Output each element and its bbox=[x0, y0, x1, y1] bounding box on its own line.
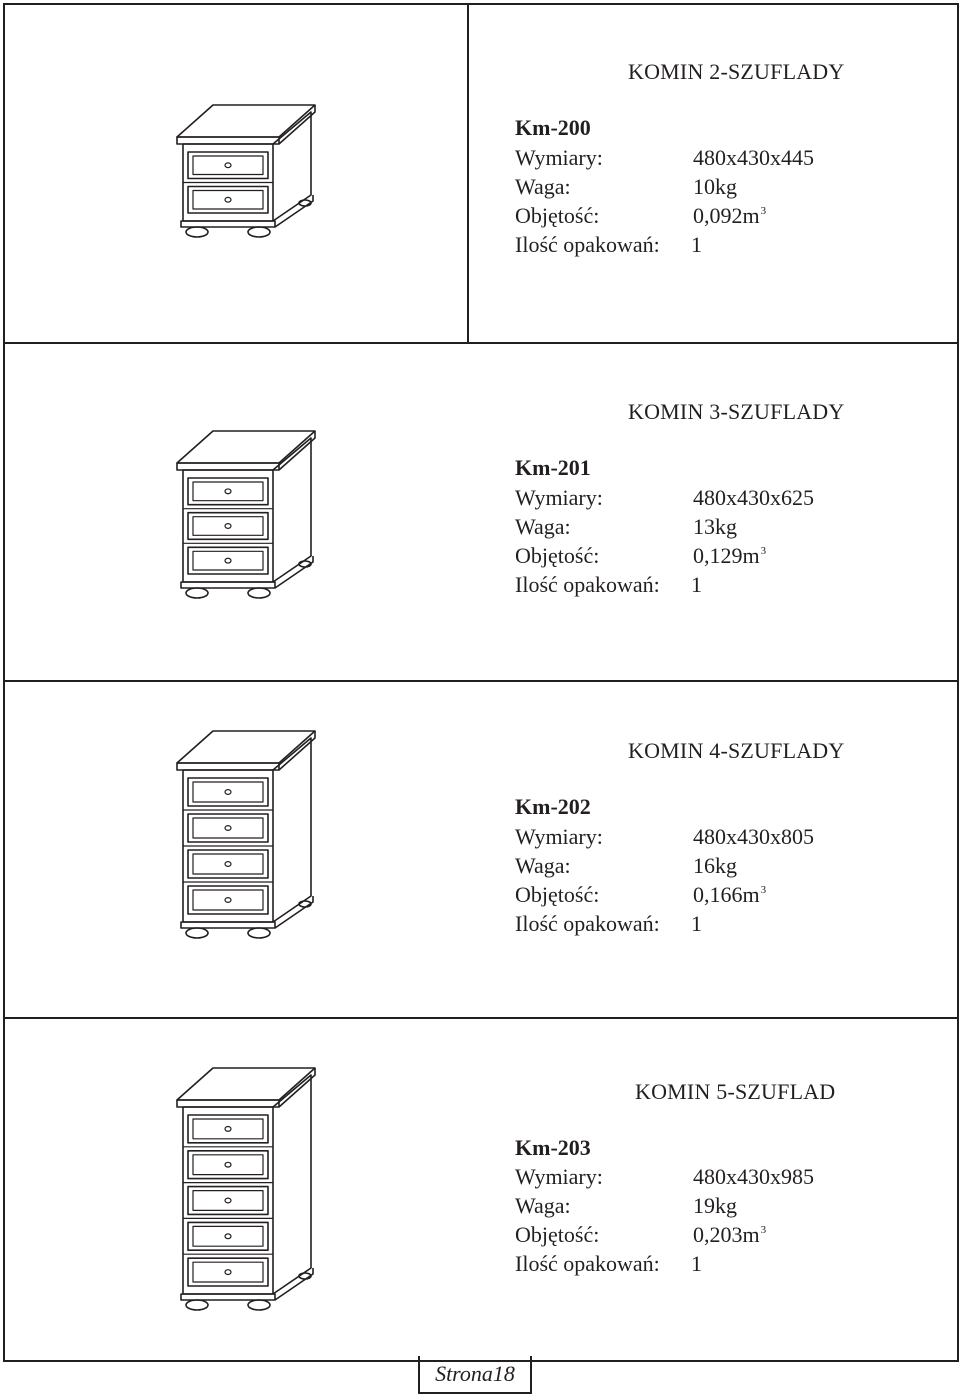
product-title: KOMIN 5-SZUFLAD bbox=[635, 1079, 836, 1104]
drawer-knob-icon bbox=[225, 1198, 231, 1203]
spec-value: 1 bbox=[691, 572, 702, 597]
spec-value: 480x430x805 bbox=[693, 824, 814, 849]
drawer-knob-icon bbox=[225, 1162, 231, 1167]
cabinet-top bbox=[177, 105, 315, 137]
drawer-knob-icon bbox=[225, 524, 231, 529]
drawer-panel bbox=[193, 818, 263, 838]
drawer-panel bbox=[193, 890, 263, 910]
spec-label: Objętość: bbox=[515, 203, 600, 228]
spec-value: 0,203m bbox=[693, 1222, 760, 1247]
cabinet-top bbox=[177, 431, 315, 463]
drawer-panel bbox=[193, 517, 263, 536]
spec-label: Wymiary: bbox=[515, 145, 603, 170]
spec-label: Waga: bbox=[515, 514, 571, 539]
cabinet-front bbox=[183, 1107, 273, 1294]
page-frame bbox=[3, 3, 959, 1362]
drawer-knob-icon bbox=[225, 790, 231, 795]
spec-value: 1 bbox=[691, 232, 702, 257]
product-title: KOMIN 2-SZUFLADY bbox=[628, 59, 845, 84]
page-number-tab bbox=[418, 1356, 532, 1394]
drawer-knob-icon bbox=[225, 163, 231, 168]
column-divider bbox=[467, 5, 469, 342]
drawer-panel bbox=[193, 191, 263, 210]
product-code: Km-200 bbox=[515, 115, 591, 140]
spec-value: 480x430x985 bbox=[693, 1164, 814, 1189]
spec-label: Wymiary: bbox=[515, 1164, 603, 1189]
chest-of-drawers-illustration bbox=[165, 1066, 335, 1316]
spec-label: Ilość opakowań: bbox=[515, 1251, 660, 1276]
spec-value: 480x430x625 bbox=[693, 485, 814, 510]
product-code: Km-203 bbox=[515, 1135, 591, 1160]
cabinet-foot bbox=[186, 588, 208, 598]
cabinet-plinth bbox=[181, 582, 275, 588]
spec-label: Objętość: bbox=[515, 1222, 600, 1247]
row-divider-1 bbox=[5, 342, 957, 344]
cabinet-foot bbox=[186, 227, 208, 237]
row-divider-3 bbox=[5, 1017, 957, 1019]
drawer-knob-icon bbox=[225, 197, 231, 202]
spec-label: Wymiary: bbox=[515, 485, 603, 510]
spec-label: Objętość: bbox=[515, 882, 600, 907]
cabinet-side bbox=[273, 738, 311, 922]
drawer-panel bbox=[193, 1262, 263, 1282]
cabinet-plinth bbox=[181, 922, 275, 928]
cabinet-foot bbox=[186, 928, 208, 938]
product-title: KOMIN 4-SZUFLADY bbox=[628, 738, 845, 763]
spec-value: 16kg bbox=[693, 853, 737, 878]
drawer-knob-icon bbox=[225, 558, 231, 563]
product-code: Km-202 bbox=[515, 794, 591, 819]
drawer-panel bbox=[193, 854, 263, 874]
drawer-panel bbox=[193, 1119, 263, 1139]
spec-value: 0,129m bbox=[693, 543, 760, 568]
cabinet-plinth bbox=[181, 221, 275, 227]
cabinet-top-edge bbox=[177, 763, 279, 770]
drawer-knob-icon bbox=[225, 1270, 231, 1275]
drawer-panel bbox=[193, 1191, 263, 1211]
drawer-panel bbox=[193, 156, 263, 175]
cabinet-top bbox=[177, 731, 315, 763]
drawer-panel bbox=[193, 551, 263, 570]
spec-label: Ilość opakowań: bbox=[515, 911, 660, 936]
spec-label: Ilość opakowań: bbox=[515, 232, 660, 257]
spec-unit-exponent: 3 bbox=[760, 884, 767, 896]
spec-unit-exponent: 3 bbox=[760, 1224, 767, 1236]
drawer-panel bbox=[193, 1226, 263, 1246]
spec-label: Waga: bbox=[515, 174, 571, 199]
row-divider-2 bbox=[5, 680, 957, 682]
cabinet-foot bbox=[248, 928, 270, 938]
spec-label: Waga: bbox=[515, 1193, 571, 1218]
spec-label: Wymiary: bbox=[515, 824, 603, 849]
spec-value: 13kg bbox=[693, 514, 737, 539]
spec-value: 19kg bbox=[693, 1193, 737, 1218]
drawer-knob-icon bbox=[225, 826, 231, 831]
cabinet-plinth bbox=[181, 1294, 275, 1300]
spec-value: 10kg bbox=[693, 174, 737, 199]
drawer-knob-icon bbox=[225, 862, 231, 867]
chest-of-drawers-illustration bbox=[165, 429, 335, 604]
cabinet-foot bbox=[248, 227, 270, 237]
spec-label: Waga: bbox=[515, 853, 571, 878]
chest-of-drawers-illustration bbox=[165, 729, 335, 944]
spec-value: 1 bbox=[691, 911, 702, 936]
spec-value: 0,092m bbox=[693, 203, 760, 228]
spec-unit-exponent: 3 bbox=[760, 205, 767, 217]
spec-value: 480x430x445 bbox=[693, 145, 814, 170]
cabinet-side bbox=[273, 112, 311, 221]
spec-unit-exponent: 3 bbox=[760, 545, 767, 557]
cabinet-top-edge bbox=[177, 1100, 279, 1107]
cabinet-top-edge bbox=[177, 463, 279, 470]
chest-of-drawers-illustration bbox=[165, 103, 335, 243]
drawer-panel bbox=[193, 782, 263, 802]
cabinet-foot bbox=[248, 588, 270, 598]
product-title: KOMIN 3-SZUFLADY bbox=[628, 399, 845, 424]
page-number-label: Strona18 bbox=[435, 1361, 515, 1386]
spec-label: Ilość opakowań: bbox=[515, 572, 660, 597]
drawer-knob-icon bbox=[225, 1127, 231, 1132]
drawer-knob-icon bbox=[225, 1234, 231, 1239]
spec-value: 1 bbox=[691, 1251, 702, 1276]
spec-label: Objętość: bbox=[515, 543, 600, 568]
cabinet-side bbox=[273, 1075, 311, 1294]
cabinet-front bbox=[183, 470, 273, 582]
cabinet-foot bbox=[186, 1300, 208, 1310]
drawer-panel bbox=[193, 482, 263, 501]
drawer-knob-icon bbox=[225, 489, 231, 494]
cabinet-top bbox=[177, 1068, 315, 1100]
drawer-knob-icon bbox=[225, 898, 231, 903]
cabinet-top-edge bbox=[177, 137, 279, 144]
drawer-panel bbox=[193, 1155, 263, 1175]
spec-value: 0,166m bbox=[693, 882, 760, 907]
product-code: Km-201 bbox=[515, 455, 591, 480]
cabinet-foot bbox=[248, 1300, 270, 1310]
